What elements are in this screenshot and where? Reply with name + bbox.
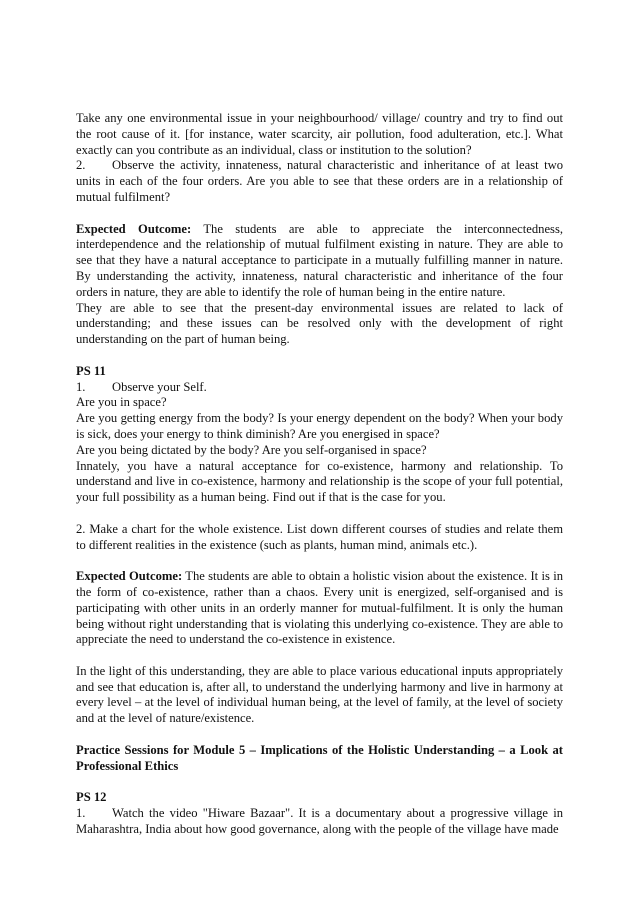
para-7: Are you in space?	[76, 395, 167, 410]
para-8: Are you getting energy from the body? Is your energy dependent on the body? When your body is sick, does your energy to think diminish? Are you energised in space?	[76, 411, 563, 441]
para-11: 2. Make a chart for the whole existence. List down different courses of studies and relate them to different realities in the existence (such as plants, human mind, animals etc.).	[76, 521, 563, 552]
para-10: Innately, you have a natural acceptance for co-existence, harmony and relationship. To understand and live in co-existence, harmony and relationship is the scope of your full potential, your full possibility as a human being. Find out if that is the case for you.	[76, 458, 563, 505]
para-6: 1. Observe your Self.	[76, 379, 207, 394]
para-16: 1. Watch the video "Hiware Bazaar". It is a documentary about a progressive village in Maharashtra, India about how good governance, along with the people of the village have made	[76, 806, 563, 836]
para-2: 2. Observe the activity, innateness, natural characteristic and inheritance of at least two units in each of the four orders. Are you able to see that these orders are in a relationship of mutual fulfilment?	[76, 158, 563, 204]
heading-module-5: Practice Sessions for Module 5 – Implications of the Holistic Understanding – a Look at Professional Ethics	[76, 742, 563, 773]
heading-ps-12: PS 12	[76, 790, 107, 805]
para-4: They are able to see that the present-day environmental issues are related to lack of understanding; and these issues can be resolved only with the development of right understanding on the part of human being.	[76, 300, 563, 347]
para-3-expected-outcome: Expected Outcome: The students are able to appreciate the interconnectedness, interdependence and the relationship of mutual fulfilment existing in nature. They are able to see that they have a natural acceptance to participate in a mutually fulfilling manner in nature. By understanding the activity, innateness, natural characteristic and inheritance of the four orders in nature, they are able to identify the role of human being in the entire nature.	[76, 221, 563, 299]
para-9: Are you being dictated by the body? Are you self-organised in space?	[76, 442, 427, 457]
para-12-expected-outcome: Expected Outcome: The students are able to obtain a holistic vision about the existence. It is in the form of co-existence, rather than a chaos. Every unit is energized, self-organised and is participating with other units in an orderly manner for mutual-fulfilment. It is only the human being without right understanding that is violating this underlying co-existence. They are able to appreciate the need to understand the co-existence in existence.	[76, 569, 563, 647]
document-page	[76, 111, 563, 838]
para-13: In the light of this understanding, they are able to place various educational inputs appropriately and see that education is, after all, to understand the underlying harmony and live in harmony at every level – at the level of individual human being, at the level of family, at the level of society and at the level of nature/existence.	[76, 663, 563, 726]
para-1: Take any one environmental issue in your neighbourhood/ village/ country and try to find out the root cause of it. [for instance, water scarcity, air pollution, food adulteration, etc.]. What exactly can you contribute as an individual, class or institution to the solution?	[76, 111, 563, 157]
heading-ps-11: PS 11	[76, 363, 106, 378]
